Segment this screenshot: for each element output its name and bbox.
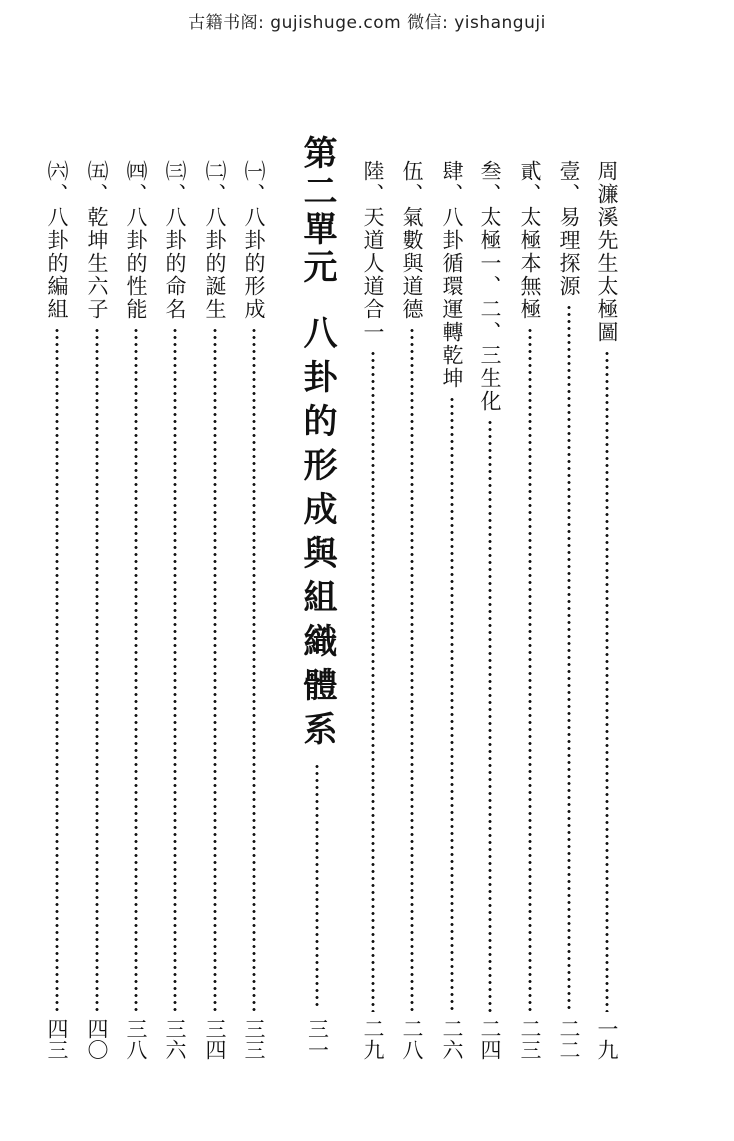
- toc-entry-title: 壹、易理探源: [557, 160, 581, 298]
- toc-entry-3[interactable]: [479, 160, 500, 1060]
- dot-leader: [314, 763, 320, 1010]
- toc-entry-page: 二六: [440, 1018, 464, 1060]
- toc-entry-sub-4[interactable]: [125, 160, 146, 1060]
- toc-entry-title: 伍、氣數與道德: [400, 160, 424, 321]
- toc-entry-page: 四〇: [85, 1018, 109, 1060]
- toc-entry-page: 二四: [478, 1018, 502, 1060]
- dot-leader: [172, 327, 178, 1012]
- section-title: 八卦的形成與組織體系: [297, 315, 337, 755]
- dot-leader: [133, 327, 139, 1012]
- dot-leader: [54, 327, 60, 1012]
- toc-entry-sub-1[interactable]: [243, 160, 264, 1060]
- toc-entry-page: 三三: [242, 1018, 266, 1060]
- toc-entry-title: 肆、八卦循環運轉乾坤: [440, 160, 464, 390]
- toc-entry-1[interactable]: [558, 160, 579, 1060]
- dot-leader: [94, 327, 100, 1012]
- toc-entry-title: ㈠、八卦的形成: [242, 160, 266, 321]
- toc-entry-taiji-diagram[interactable]: [596, 160, 617, 1060]
- dot-leader: [409, 327, 415, 1012]
- toc-entry-title: 叁、太極一、二、三生化: [478, 160, 502, 413]
- toc-entry-4[interactable]: [441, 160, 462, 1060]
- toc-entry-sub-5[interactable]: [86, 160, 107, 1060]
- toc-entry-sub-6[interactable]: [46, 160, 67, 1060]
- toc-entry-page: 二三: [518, 1018, 542, 1060]
- toc-entry-title: ㈥、八卦的編組: [45, 160, 69, 321]
- toc-entry-page: 三六: [163, 1018, 187, 1060]
- toc-entry-5[interactable]: [401, 160, 422, 1060]
- toc-entry-page: 一九: [595, 1018, 619, 1060]
- dot-leader: [487, 419, 493, 1012]
- toc-entry-page: 三八: [124, 1018, 148, 1060]
- section-page: 三一: [305, 1018, 330, 1060]
- dot-leader: [604, 350, 610, 1012]
- toc-entry-page: 四三: [45, 1018, 69, 1060]
- dot-leader: [527, 327, 533, 1012]
- toc-entry-title: 陸、天道人道合一: [361, 160, 385, 344]
- toc-entry-title: ㈡、八卦的誕生: [203, 160, 227, 321]
- toc-entry-title: ㈤、乾坤生六子: [85, 160, 109, 321]
- toc-entry-page: 二八: [400, 1018, 424, 1060]
- toc-entry-title: 周濂溪先生太極圖: [595, 160, 619, 344]
- toc-entry-page: 三四: [203, 1018, 227, 1060]
- dot-leader: [449, 396, 455, 1012]
- dot-leader: [370, 350, 376, 1012]
- toc-entry-6[interactable]: [362, 160, 383, 1060]
- section-label: 第二單元: [297, 135, 337, 287]
- toc-section-unit-2[interactable]: [297, 135, 337, 1060]
- dot-leader: [251, 327, 257, 1012]
- watermark-header: 古籍书阁: gujishuge.com 微信: yishanguji: [188, 13, 546, 33]
- dot-leader: [212, 327, 218, 1012]
- toc-entry-sub-3[interactable]: [164, 160, 185, 1060]
- toc-entry-title: 貳、太極本無極: [518, 160, 542, 321]
- toc-entry-title: ㈣、八卦的性能: [124, 160, 148, 321]
- toc-entry-2[interactable]: [519, 160, 540, 1060]
- toc-entry-title: ㈢、八卦的命名: [163, 160, 187, 321]
- dot-leader: [566, 304, 572, 1012]
- toc-entry-page: 二九: [361, 1018, 385, 1060]
- toc-entry-sub-2[interactable]: [204, 160, 225, 1060]
- toc-entry-page: 二二: [557, 1018, 581, 1060]
